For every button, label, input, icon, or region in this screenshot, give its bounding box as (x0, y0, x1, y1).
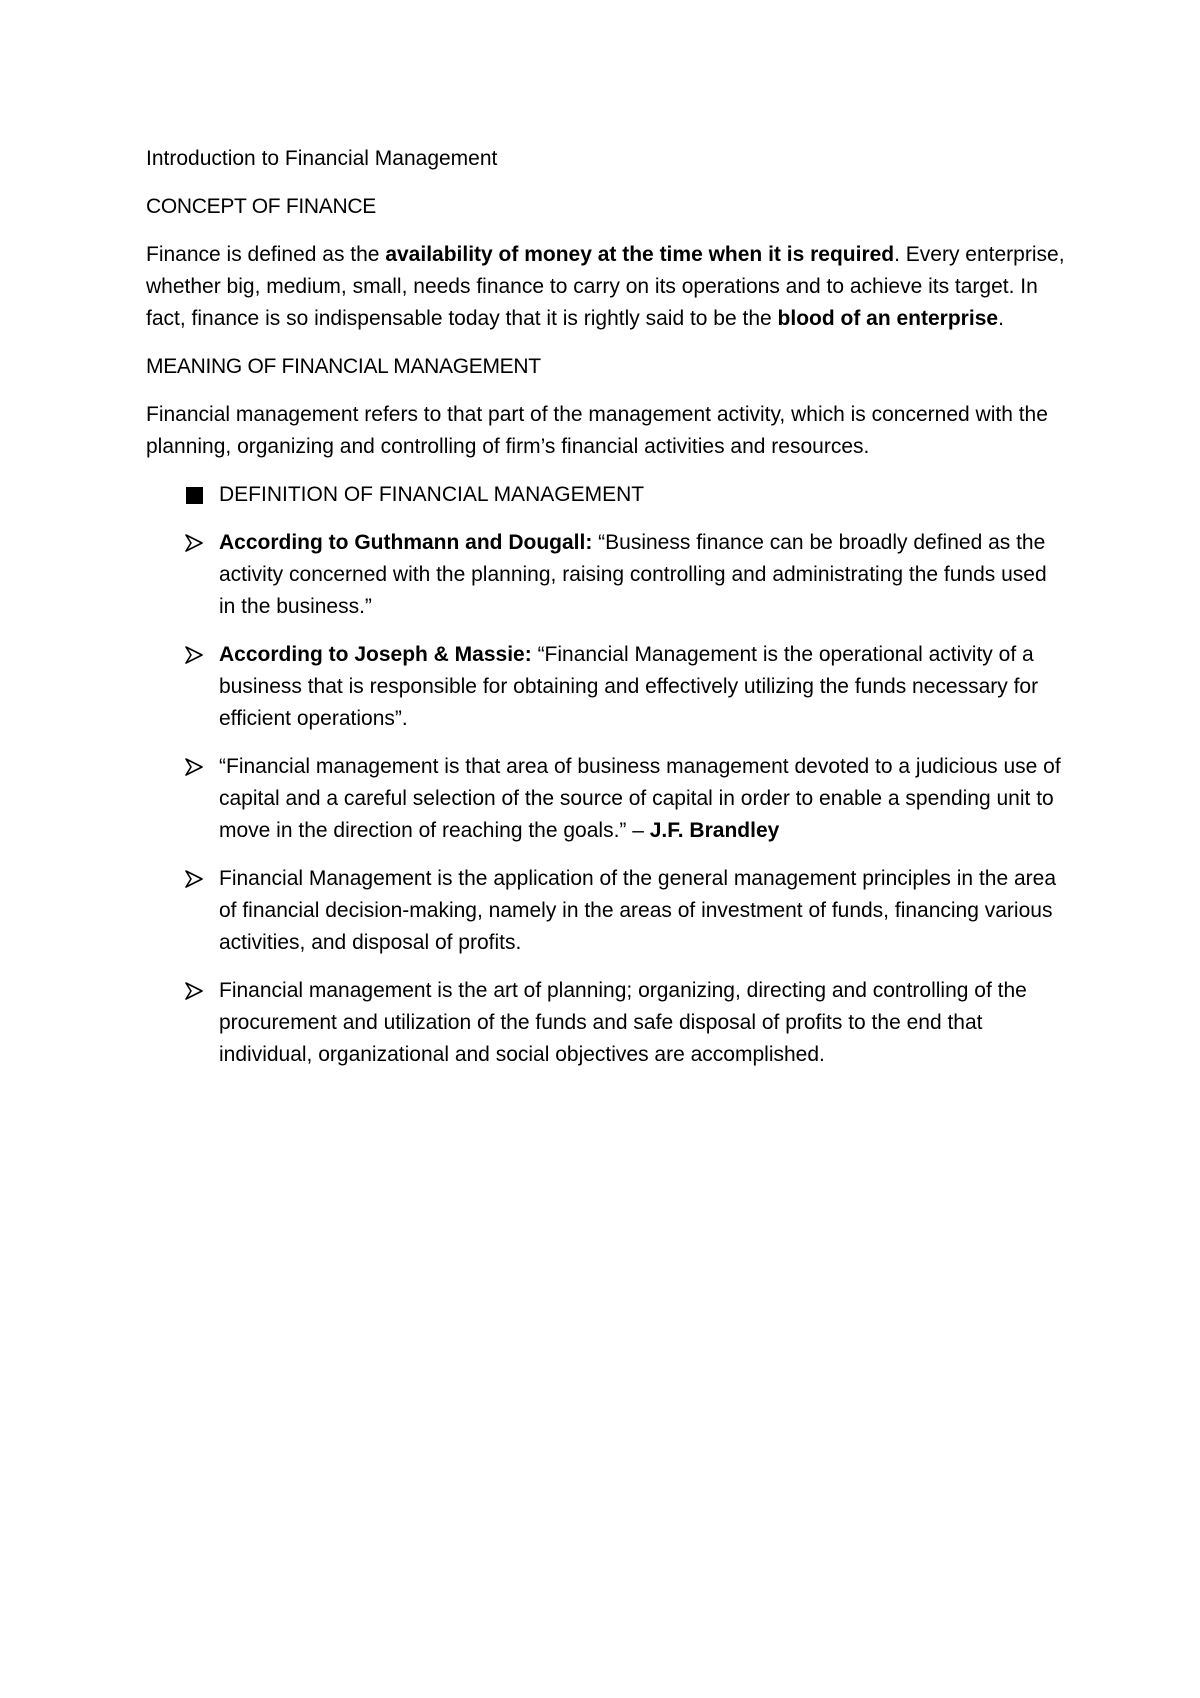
definition-item (146, 527, 1066, 623)
concept-heading: CONCEPT OF FINANCE (146, 195, 376, 218)
meaning-heading: MEANING OF FINANCIAL MANAGEMENT (146, 355, 541, 378)
concept-paragraph (146, 239, 1066, 335)
definition-text: Financial management is the art of planning; organizing, directing and controlling of the procurement and utilization of the funds and safe disposal of profits to the end that individual, organizational and social objectives are accomplished. (219, 979, 1027, 1066)
arrow-bullet-icon (184, 527, 208, 559)
concept-text-2: . Every enterprise, whether big, medium, small, needs finance to carry on its operations and to achieve its target. In fact, finance is so indispensable today that it is rightly said to be the (146, 243, 1065, 330)
concept-text-1: Finance is defined as the (146, 243, 386, 266)
definition-heading: DEFINITION OF FINANCIAL MANAGEMENT (219, 483, 645, 506)
arrow-bullet-icon (184, 751, 208, 783)
definition-source: J.F. Brandley (649, 819, 780, 842)
definition-text: “Financial Management is the operational activity of a business that is responsible for obtaining and effectively utilizing the funds necessary for efficient operations”. (219, 643, 1039, 730)
document-content (146, 143, 1066, 1087)
concept-bold-2: blood of an enterprise (777, 307, 999, 330)
arrow-bullet-icon (184, 639, 208, 671)
definition-item (146, 863, 1066, 959)
square-bullet-icon (186, 487, 203, 504)
definition-text: Financial Management is the application of the general management principles in the area of financial decision-making, namely in the areas of investment of funds, financing various activities, and disposal of profits. (219, 867, 1057, 954)
meaning-paragraph: Financial management refers to that part of the management activity, which is concerned with the planning, organizing and controlling of firm’s financial activities and resources. (146, 403, 1048, 458)
concept-text-3: . (998, 307, 1004, 330)
definition-text: “Business finance can be broadly defined as the activity concerned with the planning, raising controlling and administrating the funds used in the business.” (219, 531, 1047, 618)
definition-text: “Financial management is that area of business management devoted to a judicious use of capital and a careful selection of the source of capital in order to enable a spending unit to move in the direction of reaching the goals.” – (219, 755, 1061, 842)
definition-item (146, 751, 1066, 847)
document-title: Introduction to Financial Management (146, 147, 498, 170)
arrow-bullet-icon (184, 863, 208, 895)
concept-bold-1: availability of money at the time when it is required (385, 243, 895, 266)
definition-item (146, 639, 1066, 735)
definition-source: According to Joseph & Massie: (219, 643, 532, 666)
definition-source: According to Guthmann and Dougall: (219, 531, 593, 554)
arrow-bullet-icon (184, 975, 208, 1007)
definition-heading-item (146, 479, 1066, 511)
definition-item (146, 975, 1066, 1071)
definition-list (146, 479, 1066, 1071)
